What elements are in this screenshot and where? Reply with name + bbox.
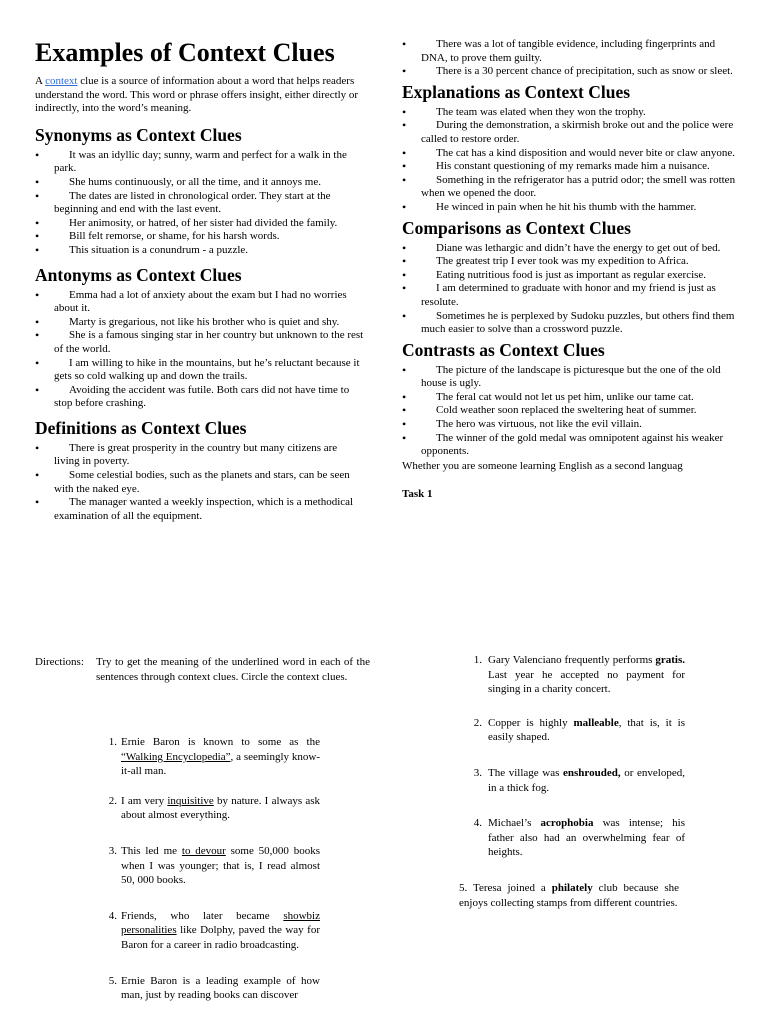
list-item: • There is a 30 percent chance of precipitation, such as snow or sleet. bbox=[402, 65, 742, 79]
intro-paragraph bbox=[35, 75, 365, 116]
item-number: 5. bbox=[459, 881, 468, 894]
item-text: 5. Teresa joined a philately club because she enjoys collecting stamps from different countries. bbox=[459, 881, 679, 909]
list-item: • The hero was virtuous, not like the evil villain. bbox=[402, 418, 742, 432]
item-text: Copper is highly malleable, that is, it is easily shaped. bbox=[488, 716, 686, 744]
list-item bbox=[100, 844, 320, 888]
item-text: Gary Valenciano frequently performs gratis. Last year he accepted no payment for singing in a charity concert. bbox=[488, 654, 685, 696]
exercise-list-a bbox=[100, 735, 320, 1003]
underlined-word: showbiz personalities bbox=[121, 909, 320, 937]
list-item: • Marty is gregarious, not like his brother who is quiet and shy. bbox=[35, 316, 365, 330]
heading-comparisons: Comparisons as Context Clues bbox=[402, 217, 631, 238]
closing-text: Whether you are someone learning English as a second languag bbox=[402, 459, 683, 472]
antonyms-list bbox=[35, 289, 365, 411]
definitions-list bbox=[35, 442, 365, 524]
heading-antonyms: Antonyms as Context Clues bbox=[35, 264, 242, 285]
target-word: enshrouded, bbox=[563, 766, 621, 779]
context-link[interactable]: context bbox=[45, 75, 78, 87]
right-column bbox=[402, 38, 742, 500]
list-item bbox=[459, 881, 679, 910]
list-item: • Some celestial bodies, such as the planets and stars, can be seen with the naked eye. bbox=[35, 469, 365, 496]
list-item: • Avoiding the accident was futile. Both cars did not have time to stop before crashing. bbox=[35, 384, 365, 411]
comparisons-list bbox=[402, 242, 742, 337]
list-item: • The feral cat would not let us pet him, unlike our tame cat. bbox=[402, 391, 742, 405]
underlined-word: “Walking Encyclopedia” bbox=[121, 750, 231, 763]
list-item: • The winner of the gold medal was omnipotent against his weaker opponents. bbox=[402, 432, 742, 459]
contrasts-list bbox=[402, 364, 742, 459]
item-number: 2. bbox=[108, 794, 117, 807]
list-item: • There was a lot of tangible evidence, including fingerprints and DNA, to prove them guilty. bbox=[402, 38, 742, 65]
item-number: 3. bbox=[108, 844, 117, 857]
item-text: Ernie Baron is a leading example of how man, just by reading books can discover bbox=[121, 974, 320, 1002]
list-item bbox=[100, 909, 320, 953]
synonyms-list bbox=[35, 149, 365, 258]
list-item: • She hums continuously, or all the time, and it annoys me. bbox=[35, 176, 365, 190]
target-word: acrophobia bbox=[540, 817, 594, 830]
item-text: I am very inquisitive by nature. I always ask about almost everything. bbox=[121, 794, 320, 822]
directions-label: Directions: bbox=[35, 656, 84, 668]
page-title: Examples of Context Clues bbox=[35, 38, 335, 67]
list-item: • It was an idyllic day; sunny, warm and perfect for a walk in the park. bbox=[35, 149, 365, 176]
item-number: 1. bbox=[473, 654, 482, 666]
list-item: • Emma had a lot of anxiety about the exam but I had no worries about it. bbox=[35, 289, 365, 316]
list-item bbox=[465, 766, 685, 795]
list-item: • Something in the refrigerator has a putrid odor; the smell was rotten when we opened the door. bbox=[402, 174, 742, 201]
list-item: • She is a famous singing star in her country but unknown to the rest of the world. bbox=[35, 329, 365, 356]
list-item: • This situation is a conundrum - a puzzle. bbox=[35, 244, 365, 258]
target-word: malleable bbox=[573, 716, 619, 729]
intro-text-start: A bbox=[35, 75, 46, 87]
explanations-list bbox=[402, 106, 742, 215]
item-number: 1. bbox=[108, 736, 117, 748]
task-label: Task 1 bbox=[402, 487, 433, 500]
list-item: • I am willing to hike in the mountains, but he’s reluctant because it gets so cold walking up and down the trails. bbox=[35, 357, 365, 384]
heading-definitions: Definitions as Context Clues bbox=[35, 417, 247, 438]
directions-text: Try to get the meaning of the underlined word in each of the sentences through context clues. Circle the context clues. bbox=[96, 656, 370, 683]
list-item: • The manager wanted a weekly inspection, which is a methodical examination of all the equipment. bbox=[35, 496, 365, 523]
list-item bbox=[465, 653, 685, 697]
item-text: This led me to devour some 50,000 books when I was younger; that is, I read almost 50, 000 books. bbox=[121, 844, 321, 887]
heading-synonyms: Synonyms as Context Clues bbox=[35, 124, 242, 145]
heading-contrasts: Contrasts as Context Clues bbox=[402, 339, 605, 360]
list-item: • Sometimes he is perplexed by Sudoku puzzles, but others find them much easier to solve than a crossword puzzle. bbox=[402, 310, 742, 337]
list-item: • Bill felt remorse, or shame, for his harsh words. bbox=[35, 230, 365, 244]
underlined-word: to devour bbox=[181, 844, 226, 857]
left-column bbox=[35, 38, 365, 523]
list-item: • Eating nutritious food is just as important as regular exercise. bbox=[402, 269, 742, 283]
heading-explanations: Explanations as Context Clues bbox=[402, 81, 631, 102]
item-text: Michael’s acrophobia was intense; his father also had an overwhelming fear of heights. bbox=[488, 817, 685, 859]
list-item: • The picture of the landscape is picturesque but the one of the old house is ugly. bbox=[402, 364, 742, 391]
list-item: • The dates are listed in chronological order. They start at the beginning and end with the last event. bbox=[35, 190, 365, 217]
item-number: 4. bbox=[473, 817, 482, 830]
underlined-word: inquisitive bbox=[167, 794, 214, 807]
item-number: 2. bbox=[473, 716, 482, 729]
list-item: • The team was elated when they won the trophy. bbox=[402, 106, 742, 120]
item-number: 5. bbox=[108, 974, 117, 987]
list-item: • Diane was lethargic and didn’t have the energy to get out of bed. bbox=[402, 242, 742, 256]
list-item: • During the demonstration, a skirmish broke out and the police were called to restore order. bbox=[402, 119, 742, 146]
list-item: • He winced in pain when he hit his thumb with the hammer. bbox=[402, 201, 742, 215]
list-item: • There is great prosperity in the country but many citizens are living in poverty. bbox=[35, 442, 365, 469]
list-item: • Cold weather soon replaced the sweltering heat of summer. bbox=[402, 404, 742, 418]
target-word: philately bbox=[551, 881, 593, 894]
exercise-list-b bbox=[459, 653, 686, 910]
list-item: • The greatest trip I ever took was my expedition to Africa. bbox=[402, 255, 742, 269]
item-number: 3. bbox=[473, 766, 482, 779]
target-word: gratis. bbox=[655, 654, 685, 666]
list-item: • Her animosity, or hatred, of her sister had divided the family. bbox=[35, 217, 365, 231]
item-text: Friends, who later became showbiz personalities like Dolphy, paved the way for Baron for a career in radio broadcasting. bbox=[121, 909, 320, 951]
list-item bbox=[100, 735, 320, 779]
definitions-list-continued bbox=[402, 38, 742, 79]
intro-text-end: clue is a source of information about a word that helps readers understand the word. This word or phrase offers insight, either directly or indirectly, into the word’s meaning. bbox=[35, 75, 359, 115]
list-item bbox=[465, 816, 685, 860]
list-item: • I am determined to graduate with honor and my friend is just as resolute. bbox=[402, 282, 742, 309]
list-item: • The cat has a kind disposition and would never bite or claw anyone. bbox=[402, 147, 742, 161]
item-number: 4. bbox=[108, 909, 117, 922]
item-text: The village was enshrouded, or enveloped, in a thick fog. bbox=[488, 766, 685, 794]
list-item bbox=[465, 716, 685, 745]
list-item: • His constant questioning of my remarks made him a nuisance. bbox=[402, 160, 742, 174]
item-text: Ernie Baron is known to some as the “Walking Encyclopedia”, a seemingly know-it-all man. bbox=[121, 736, 321, 778]
list-item bbox=[100, 794, 320, 823]
directions-block bbox=[35, 655, 370, 685]
list-item bbox=[100, 974, 320, 1003]
